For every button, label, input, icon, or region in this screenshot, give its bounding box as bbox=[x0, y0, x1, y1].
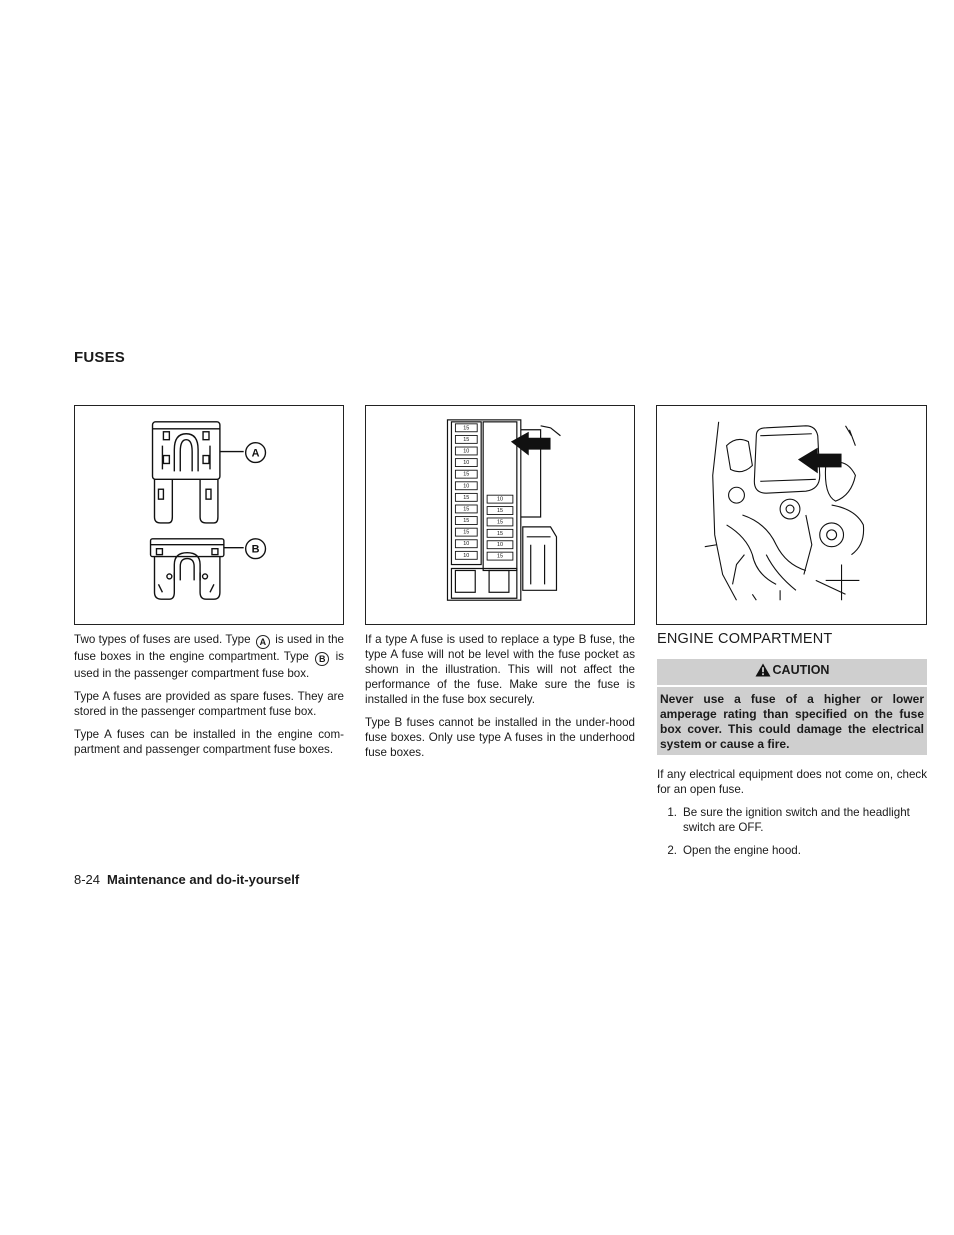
fuse-value-label: 10 bbox=[463, 460, 470, 467]
paragraph-fuse-types: Two types of fuses are used. Type A is used in the fuse boxes in the engine compartment. Type B is used in the passenger compartment fuse box. bbox=[74, 633, 344, 680]
fuse-value-label: 10 bbox=[496, 496, 504, 503]
engine-compartment-illustration bbox=[656, 405, 927, 625]
fuse-value-label: 15 bbox=[463, 518, 470, 525]
page-footer bbox=[74, 872, 299, 887]
steps-list bbox=[657, 805, 927, 858]
column-2 bbox=[365, 632, 635, 768]
fuse-slots bbox=[455, 424, 477, 559]
label-b: B bbox=[251, 543, 260, 556]
paragraph-check: If any electrical equipment does not come on, check for an open fuse. bbox=[657, 768, 927, 796]
fuse-value-label: 15 bbox=[463, 425, 470, 432]
section-title: FUSES bbox=[74, 349, 126, 366]
subsection-title: ENGINE COMPARTMENT bbox=[657, 631, 833, 647]
chapter-title: Maintenance and do-it-yourself bbox=[107, 872, 300, 887]
fuse-value-label: 15 bbox=[463, 529, 470, 536]
paragraph-spare-fuses: Type A fuses are provided as spare fuses. They are stored in the passenger compartment fuse box. bbox=[74, 690, 344, 718]
fuse-value-label: 15 bbox=[496, 508, 504, 515]
fuse-slots-mid bbox=[487, 495, 513, 560]
caution-box bbox=[657, 659, 927, 755]
caution-text: Never use a fuse of a higher or lower amperage rating than specified on the fuse box cover. This could damage the electrical system or cause a fire. bbox=[660, 692, 924, 751]
caution-header bbox=[657, 659, 927, 687]
list-item: 1. Be sure the ignition switch and the headlight switch are OFF. bbox=[667, 806, 910, 834]
label-a: A bbox=[251, 447, 260, 460]
fuse-types-illustration bbox=[74, 405, 344, 625]
paragraph-type-b: Type B fuses cannot be installed in the under-hood fuse boxes. Only use type A fuses in the underhood fuse boxes. bbox=[365, 716, 635, 759]
column-1 bbox=[74, 632, 344, 765]
column-3 bbox=[657, 632, 927, 866]
fuse-value-label: 10 bbox=[463, 541, 470, 548]
caution-label: CAUTION bbox=[772, 663, 830, 677]
fuse-value-label: 15 bbox=[463, 471, 470, 478]
warning-icon bbox=[755, 663, 771, 681]
fuse-value-label: 15 bbox=[496, 553, 504, 560]
paragraph-install: Type A fuses can be installed in the engine com-partment and passenger compartment fuse boxes. bbox=[74, 728, 344, 756]
fuse-value-label: 10 bbox=[463, 483, 470, 490]
fuse-value-label: 10 bbox=[496, 542, 504, 549]
fuse-value-label: 15 bbox=[496, 530, 504, 537]
circle-label-b: B bbox=[315, 652, 329, 666]
fuse-value-label: 15 bbox=[463, 506, 470, 513]
fuse-value-label: 15 bbox=[463, 436, 470, 443]
paragraph-replace: If a type A fuse is used to replace a type B fuse, the type A fuse will not be level with the fuse pocket as shown in the illustration. This will not affect the performance of the fuse. Make sure the fuse is installed in the fuse box securely. bbox=[365, 633, 635, 706]
fuse-value-label: 10 bbox=[463, 552, 470, 559]
fuse-value-label: 15 bbox=[496, 519, 504, 526]
list-item: 2. Open the engine hood. bbox=[667, 844, 801, 857]
circle-label-a: A bbox=[256, 635, 270, 649]
page-number: 8-24 bbox=[74, 872, 101, 887]
fuse-box-illustration bbox=[365, 405, 635, 625]
fuse-value-label: 15 bbox=[463, 494, 470, 501]
fuse-value-label: 10 bbox=[463, 448, 470, 455]
